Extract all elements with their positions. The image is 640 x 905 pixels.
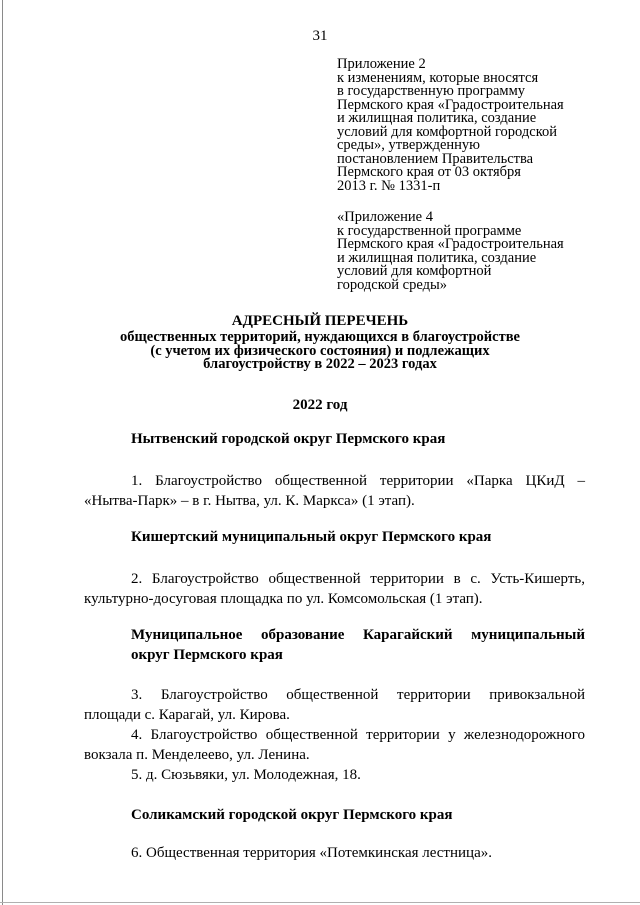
section-heading-kishert bbox=[131, 527, 585, 547]
appendix-line: среды», утвержденную bbox=[337, 137, 481, 153]
list-item-2 bbox=[84, 569, 585, 609]
appendix-line: Приложение 2 bbox=[337, 56, 426, 72]
appendix-line: условий для комфортной городской bbox=[337, 123, 558, 140]
list-item-text: 3. Благоустройство общественной территории привокзальной bbox=[131, 687, 585, 703]
section-heading-karagai bbox=[131, 625, 585, 665]
document-title: АДРЕСНЫЙ ПЕРЕЧЕНЬ bbox=[231, 313, 409, 329]
section-heading-line: Кишертский муниципальный округ Пермского края bbox=[131, 529, 492, 545]
appendix-line: к изменениям, которые вносятся bbox=[337, 69, 539, 86]
appendix-quote-line: к государственной программе bbox=[337, 222, 522, 239]
list-item-text: 5. д. Сюзьвяки, ул. Молодежная, 18. bbox=[131, 767, 361, 783]
list-item-text: 1. Благоустройство общественной территории «Парка ЦКиД – bbox=[131, 473, 585, 489]
list-item-1 bbox=[84, 471, 585, 511]
appendix-block bbox=[337, 58, 587, 193]
year-heading: 2022 год bbox=[292, 397, 348, 413]
page-number: 31 bbox=[312, 28, 328, 44]
appendix-line: Пермского края от 03 октября bbox=[337, 164, 521, 180]
section-heading-line: Соликамский городской округ Пермского края bbox=[131, 807, 453, 823]
appendix-quote-line: «Приложение 4 bbox=[337, 209, 433, 225]
section-heading-solikamsk bbox=[131, 805, 585, 825]
list-item-text: 4. Благоустройство общественной территории у железнодорожного bbox=[131, 727, 585, 743]
section-heading-line: Нытвенский городской округ Пермского края bbox=[131, 431, 446, 447]
scan-bottom-edge bbox=[0, 902, 640, 903]
list-item-text-cont: культурно-досуговая площадка по ул. Комсомольская (1 этап). bbox=[84, 591, 483, 607]
appendix-line: и жилищная политика, создание bbox=[337, 110, 537, 126]
list-item-text: 2. Благоустройство общественной территории в с. Усть-Кишерть, bbox=[131, 571, 585, 587]
list-item-3 bbox=[84, 685, 585, 725]
list-item-5 bbox=[84, 765, 585, 785]
list-item-4 bbox=[84, 725, 585, 765]
appendix-quote-line: городской среды» bbox=[337, 276, 447, 293]
appendix-quote-line: и жилищная политика, создание bbox=[337, 249, 537, 266]
appendix-line: Пермского края «Градостроительная bbox=[337, 96, 564, 113]
list-item-text-cont: «Нытва-Парк» – в г. Нытва, ул. К. Маркса» (1 этап). bbox=[84, 493, 415, 509]
list-item-6 bbox=[84, 843, 585, 863]
appendix-line: 2013 г. № 1331-п bbox=[337, 177, 441, 194]
scan-left-edge bbox=[2, 0, 3, 905]
appendix-line: постановлением Правительства bbox=[337, 150, 534, 167]
list-item-text-cont: вокзала п. Менделеево, ул. Ленина. bbox=[84, 747, 310, 763]
section-heading-line: Муниципальное образование Карагайский муниципальный bbox=[131, 627, 585, 643]
section-heading-line: округ Пермского края bbox=[131, 647, 283, 663]
list-item-text-cont: площади с. Карагай, ул. Кирова. bbox=[84, 707, 290, 723]
section-heading-nytva bbox=[131, 429, 585, 449]
subtitle-line: благоустройству в 2022 – 2023 годах bbox=[203, 356, 437, 372]
subtitle-line: (с учетом их физического состояния) и подлежащих bbox=[150, 342, 490, 359]
list-item-text: 6. Общественная территория «Потемкинская лестница». bbox=[131, 845, 492, 861]
appendix-quote-line: условий для комфортной bbox=[337, 263, 492, 279]
document-subtitle bbox=[0, 331, 640, 372]
appendix-line: в государственную программу bbox=[337, 83, 526, 99]
subtitle-line: общественных территорий, нуждающихся в благоустройстве bbox=[120, 329, 520, 345]
appendix-quote-line: Пермского края «Градостроительная bbox=[337, 236, 564, 252]
appendix-quote-block bbox=[337, 211, 587, 292]
